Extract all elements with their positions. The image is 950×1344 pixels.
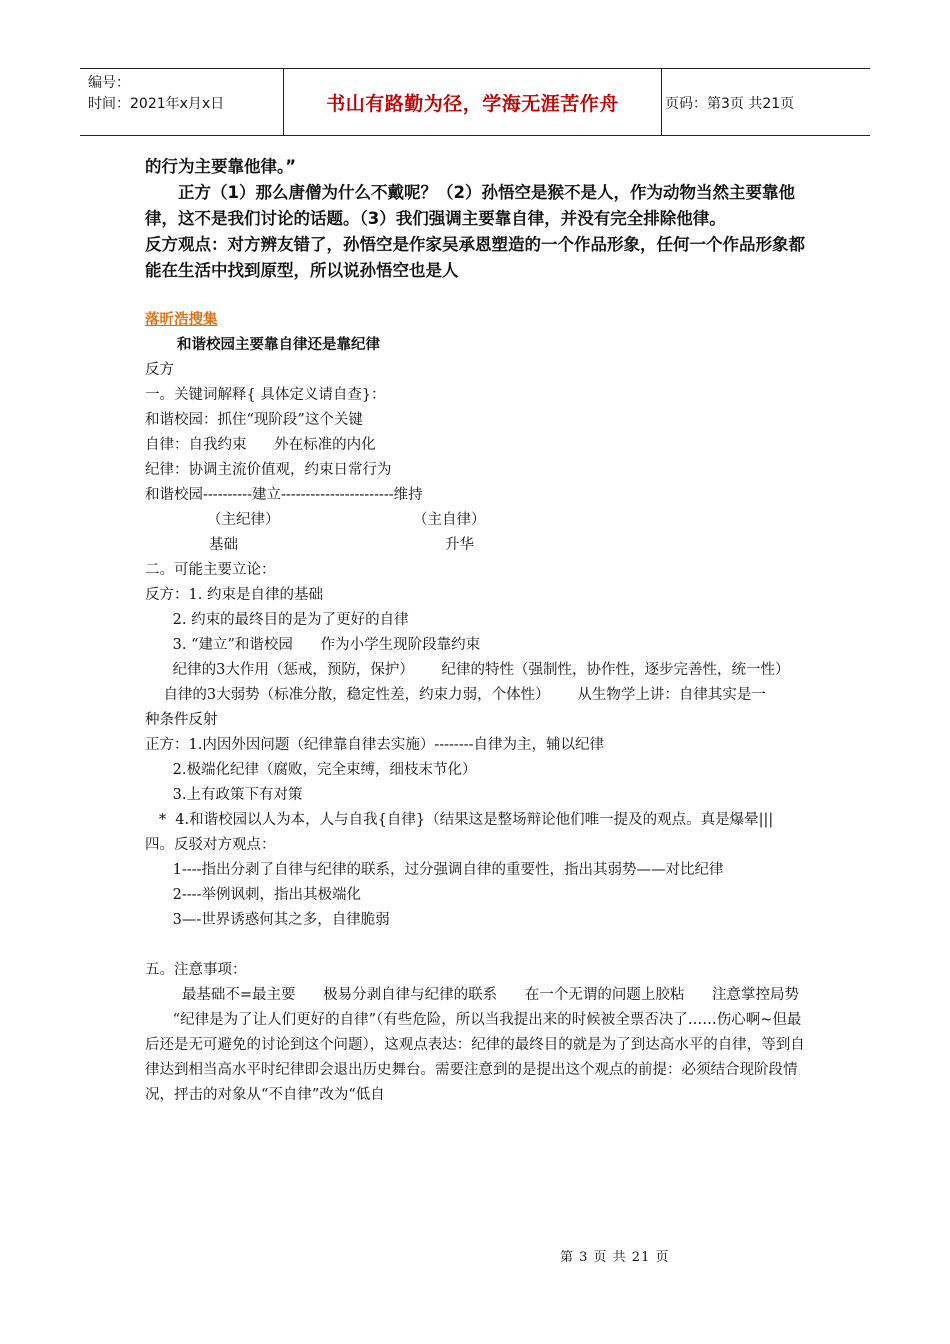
notes-section: [145, 958, 810, 1108]
text-line: 五。注意事项：: [145, 962, 247, 978]
text-line: 最基础不=最主要 极易分剥自律与纪律的联系 在一个无谓的问题上胶粘 注意掌控局势: [145, 987, 799, 1003]
text-line: 一。关键词解释{ 具体定义请自查}：: [145, 387, 386, 403]
concept-diagram: [145, 508, 810, 558]
doc-number-label: 编号：: [88, 75, 130, 91]
page-footer: 第 3 页 共 21 页: [560, 1250, 670, 1265]
text-line: 2. 约束的最终目的是为了更好的自律: [145, 612, 409, 628]
paragraph-negative-view: 反方观点：对方辨友错了，孙悟空是作家吴承恩塑造的一个作品形象，任何一个作品形象都能在生活中找到原型，所以说孙悟空也是人: [145, 235, 805, 280]
text-line: 纪律的3大作用（惩戒，预防，保护） 纪律的特性（强制性，协作性，逐步完善性，统一性）: [145, 662, 790, 678]
text-line: 四。反驳对方观点：: [145, 837, 276, 853]
text-line: 和谐校园：抓住“现阶段”这个关键: [145, 412, 363, 428]
text-line: 反方: [145, 362, 174, 378]
section-title: 和谐校园主要靠自律还是靠纪律: [177, 337, 380, 353]
header-page-number: 页码：第3页 共21页: [665, 96, 795, 112]
text-line: 2.极端化纪律（腐败，完全束缚，细枝末节化）: [145, 762, 477, 778]
text-line: 和谐校园----------建立-----------------------维持: [145, 487, 423, 503]
text-line: 自律：自我约束 外在标准的内化: [145, 437, 376, 453]
text-line: 正方：1.内因外因问题（纪律靠自律去实施）--------自律为主，辅以纪律: [145, 737, 605, 753]
text-line: 纪律：协调主流价值观，约束日常行为: [145, 462, 392, 478]
doc-time-label: 时间：2021年x月x日: [88, 96, 225, 112]
text-line: 反方：1. 约束是自律的基础: [145, 587, 323, 603]
keyword-section: [145, 358, 810, 508]
diagram-label-discipline: （主纪律）: [207, 512, 280, 528]
paragraph-continued: 的行为主要靠他律。”: [145, 157, 297, 176]
diagram-label-selfdiscipline: （主自律）: [413, 512, 486, 528]
text-line: 3.上有政策下有对策: [145, 787, 303, 803]
header-meta: [88, 73, 278, 115]
arguments-section: [145, 558, 810, 933]
paragraph-affirmative: 正方（1）那么唐僧为什么不戴呢？（2）孙悟空是猴不是人，作为动物当然主要靠他律，这不是我们讨论的话题。（3）我们强调主要靠自律，并没有完全排除他律。: [145, 183, 795, 228]
text-line: 种条件反射: [145, 712, 218, 728]
text-line: 2----举例讽刺，指出其极端化: [145, 887, 361, 903]
header-motto: 书山有路勤为径，学海无涯苦作舟: [283, 69, 662, 135]
text-line: 1----指出分剥了自律与纪律的联系，过分强调自律的重要性，指出其弱势——对比纪律: [145, 862, 724, 878]
document-body: [145, 154, 810, 1108]
text-line: 3. “建立”和谐校园 作为小学生现阶段靠约束: [145, 637, 481, 653]
source-credit: 落昕浩搜集: [145, 312, 218, 328]
text-line: 二。可能主要立论：: [145, 562, 276, 578]
diagram-label-sublimation: 升华: [445, 537, 474, 553]
text-line: “纪律是为了让人们更好的自律”（有些危险，所以当我提出来的时候被全票否决了……伤心啊~但最后还是无可避免的讨论到这个问题），这观点表达：纪律的最终目的就是为了到达高水平的自律，等到自律达到相当高水平时纪律即会退出历史舞台。需要注意到的是提出这个观点的前提：必须结合现阶段情况，抨击的对象从“不自律”改为“低自: [145, 1012, 805, 1103]
diagram-label-foundation: 基础: [209, 537, 238, 553]
text-line: 自律的3大弱势（标准分散，稳定性差，约束力弱，个体性） 从生物学上讲：自律其实是一: [145, 687, 766, 703]
text-line: 3—-世界诱惑何其之多，自律脆弱: [145, 912, 390, 928]
text-line: * 4.和谐校园以人为本，人与自我{自律}（结果这是整场辩论他们唯一提及的观点。真是爆晕|||: [145, 812, 774, 828]
page-header: [80, 68, 870, 136]
